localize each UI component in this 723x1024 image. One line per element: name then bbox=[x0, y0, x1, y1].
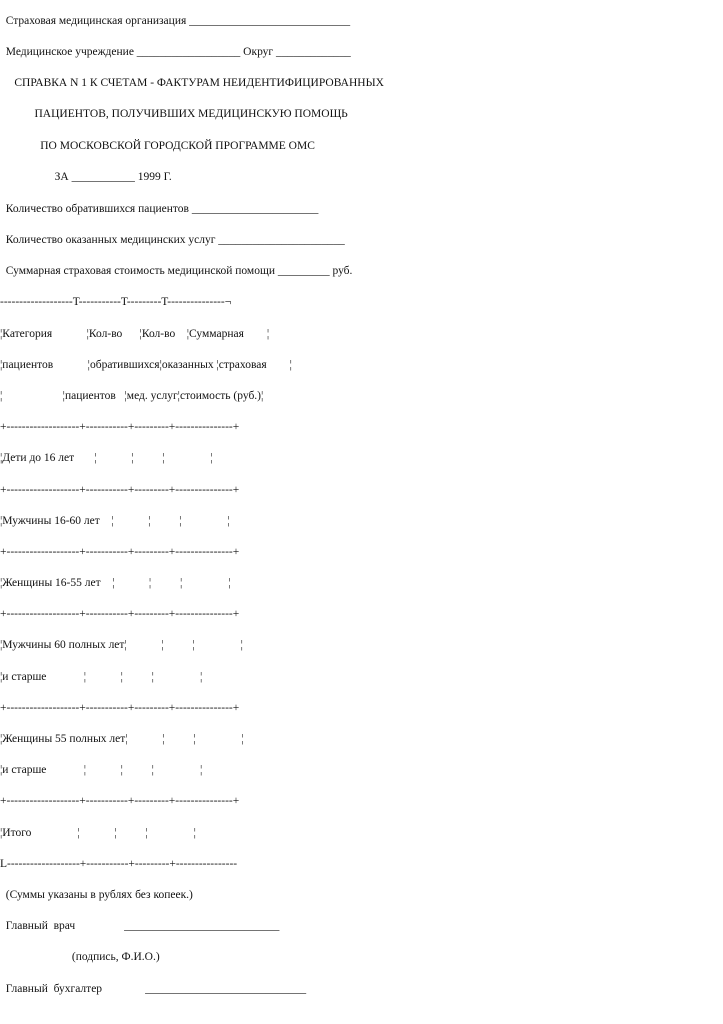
services-count-line: Количество оказанных медицинских услуг ______________________ bbox=[0, 234, 345, 246]
table-row: ¦Женщины 16-55 лет ¦ ¦ ¦ ¦ bbox=[0, 577, 231, 589]
table-separator: +-------------------+-----------+---------+---------------+ bbox=[0, 546, 240, 558]
table-row: ¦Мужчины 60 полных лет¦ ¦ ¦ ¦ bbox=[0, 639, 243, 651]
period-line: ЗА ___________ 1999 Г. bbox=[0, 171, 172, 183]
insurer-line: Страховая медицинская организация ____________________________ bbox=[0, 15, 351, 27]
table-separator: +-------------------+-----------+---------+---------------+ bbox=[0, 702, 240, 714]
table-header-row: ¦Категория ¦Кол-во ¦Кол-во ¦Суммарная ¦ bbox=[0, 328, 270, 340]
title-line-2: ПАЦИЕНТОВ, ПОЛУЧИВШИХ МЕДИЦИНСКУЮ ПОМОЩЬ bbox=[0, 108, 348, 120]
patients-count-line: Количество обратившихся пациентов ______________________ bbox=[0, 203, 319, 215]
table-separator: +-------------------+-----------+---------+---------------+ bbox=[0, 421, 240, 433]
table-row: ¦Дети до 16 лет ¦ ¦ ¦ ¦ bbox=[0, 452, 213, 464]
table-row: ¦и старше ¦ ¦ ¦ ¦ bbox=[0, 671, 203, 683]
table-header-row: ¦пациентов ¦обратившихся¦оказанных ¦страховая ¦ bbox=[0, 359, 292, 371]
table-row: ¦Мужчины 16-60 лет ¦ ¦ ¦ ¦ bbox=[0, 515, 230, 527]
chief-doctor-line: Главный врач ___________________________ bbox=[0, 920, 280, 932]
table-separator: +-------------------+-----------+---------+---------------+ bbox=[0, 484, 240, 496]
signature-caption: (подпись, Ф.И.О.) bbox=[0, 951, 160, 963]
table-separator: +-------------------+-----------+---------+---------------+ bbox=[0, 608, 240, 620]
amounts-note: (Суммы указаны в рублях без копеек.) bbox=[0, 889, 193, 901]
table-separator: +-------------------+-----------+---------+---------------+ bbox=[0, 795, 240, 807]
table-top-border: -------------------T-----------T---------T---------------¬ bbox=[0, 296, 232, 308]
table-bottom-border: L-------------------+-----------+---------+---------------- bbox=[0, 858, 238, 870]
table-header-row: ¦ ¦пациентов ¦мед. услуг¦стоимость (руб.)¦ bbox=[0, 390, 264, 402]
institution-line: Медицинское учреждение __________________ Округ _____________ bbox=[0, 46, 351, 58]
total-cost-line: Суммарная страховая стоимость медицинской помощи _________ руб. bbox=[0, 265, 353, 277]
table-row: ¦Женщины 55 полных лет¦ ¦ ¦ ¦ bbox=[0, 733, 244, 745]
chief-accountant-line: Главный бухгалтер ____________________________ bbox=[0, 983, 307, 995]
table-total-row: ¦Итого ¦ ¦ ¦ ¦ bbox=[0, 827, 196, 839]
title-line-1: СПРАВКА N 1 К СЧЕТАМ - ФАКТУРАМ НЕИДЕНТИФИЦИРОВАННЫХ bbox=[0, 77, 384, 89]
table-row: ¦и старше ¦ ¦ ¦ ¦ bbox=[0, 764, 203, 776]
title-line-3: ПО МОСКОВСКОЙ ГОРОДСКОЙ ПРОГРАММЕ ОМС bbox=[0, 140, 315, 152]
